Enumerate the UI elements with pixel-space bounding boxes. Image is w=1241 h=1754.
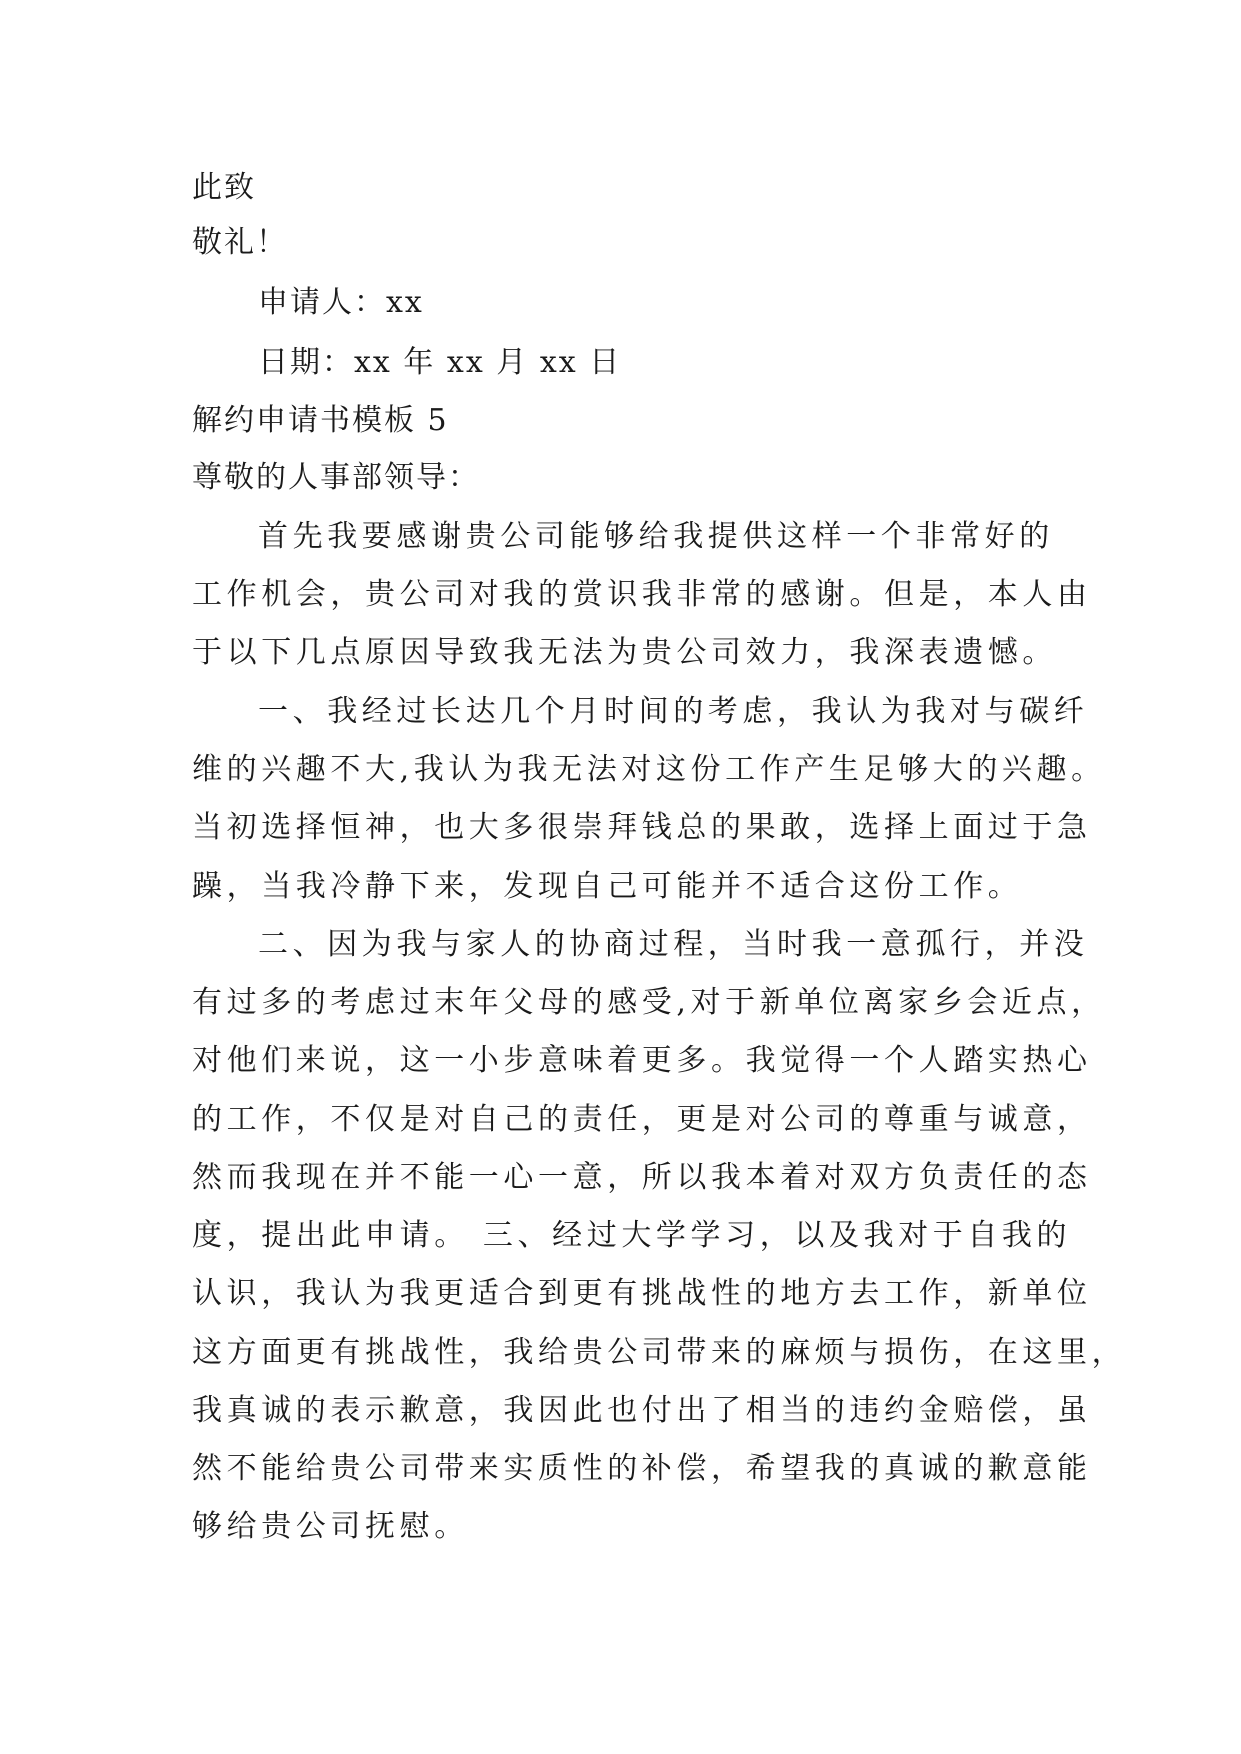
body-line: 一、我经过长达几个月时间的考虑，我认为我对与碳纤 [258, 694, 1089, 729]
body-line: 工作机会，贵公司对我的赏识我非常的感谢。但是，本人由 [192, 577, 1092, 612]
closing-line-1: 此致 [192, 170, 256, 205]
body-line: 我真诚的表示歉意，我因此也付出了相当的违约金赔偿，虽 [192, 1393, 1092, 1428]
section-title: 解约申请书模板 5 [192, 403, 449, 438]
body-line: 够给贵公司抚慰。 [192, 1509, 469, 1544]
body-line: 认识，我认为我更适合到更有挑战性的地方去工作，新单位 [192, 1276, 1092, 1311]
body-line: 然而我现在并不能一心一意，所以我本着对双方负责任的态 [192, 1160, 1092, 1195]
salutation: 尊敬的人事部领导： [192, 460, 480, 495]
body-line: 于以下几点原因导致我无法为贵公司效力，我深表遗憾。 [192, 635, 1057, 670]
closing-line-2: 敬礼！ [192, 225, 288, 260]
body-line: 有过多的考虑过末年父母的感受,对于新单位离家乡会近点， [192, 985, 1106, 1020]
body-line: 二、因为我与家人的协商过程，当时我一意孤行，并没 [258, 927, 1089, 962]
body-line: 首先我要感谢贵公司能够给我提供这样一个非常好的 [258, 519, 1054, 554]
body-line: 躁，当我冷静下来，发现自己可能并不适合这份工作。 [192, 869, 1023, 904]
body-line: 这方面更有挑战性，我给贵公司带来的麻烦与损伤，在这里， [192, 1335, 1127, 1370]
applicant-line: 申请人：xx [258, 285, 424, 320]
body-line: 对他们来说，这一小步意味着更多。我觉得一个人踏实热心 [192, 1043, 1092, 1078]
body-line: 的工作，不仅是对自己的责任，更是对公司的尊重与诚意， [192, 1102, 1092, 1137]
body-line: 度，提出此申请。 三、经过大学学习，以及我对于自我的 [192, 1218, 1072, 1253]
body-line: 当初选择恒神，也大多很崇拜钱总的果敢，选择上面过于急 [192, 810, 1092, 845]
date-line: 日期：xx 年 xx 月 xx 日 [258, 345, 622, 380]
body-line: 然不能给贵公司带来实质性的补偿，希望我的真诚的歉意能 [192, 1451, 1092, 1486]
body-line: 维的兴趣不大,我认为我无法对这份工作产生足够大的兴趣。 [192, 752, 1106, 787]
